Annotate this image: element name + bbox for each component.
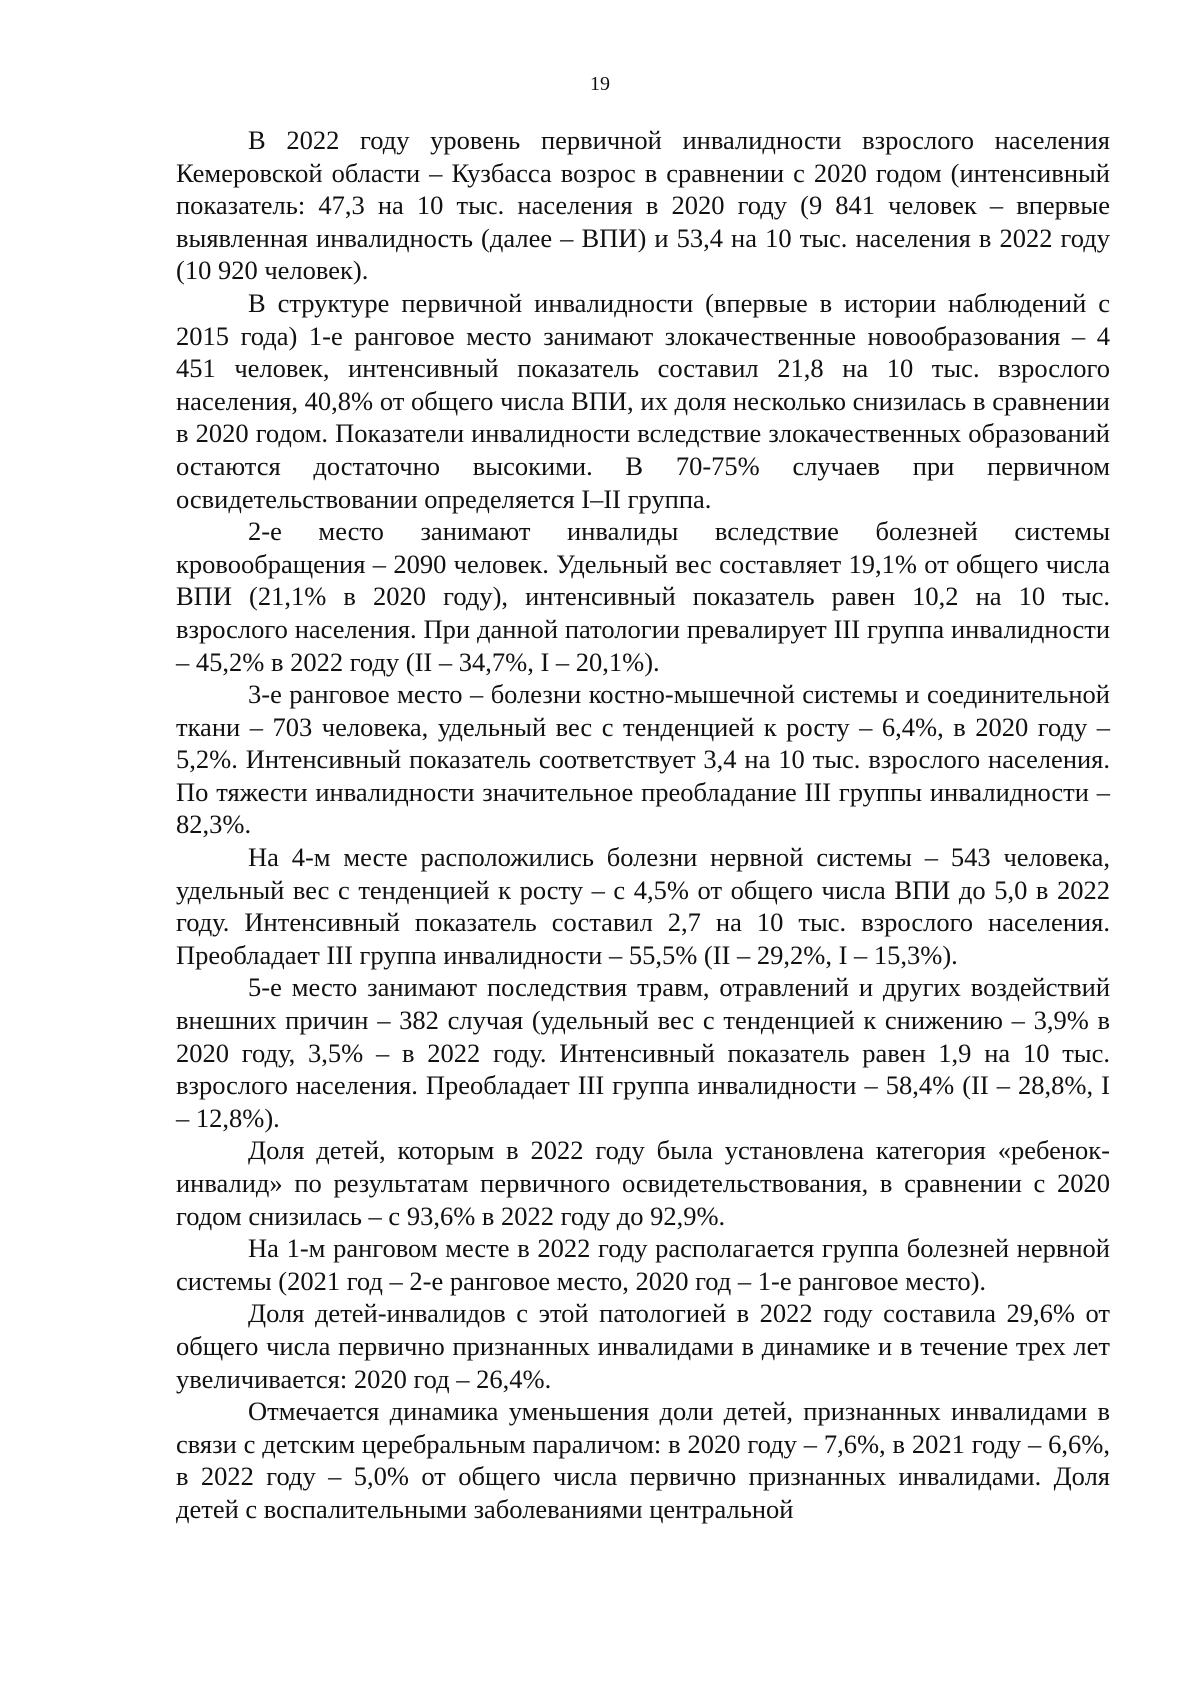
paragraph-children-rank-1: На 1-м ранговом месте в 2022 году располагается группа болезней нервной системы (2021 год – 2-е ранговое место, 2020 год – 1-е ранговое место). [176,1233,1110,1296]
paragraph-children-nervous-share: Доля детей-инвалидов с этой патологией в 2022 году составила 29,6% от общего числа первично признанных инвалидами в динамике и в течение трех лет увеличивается: 2020 год – 26,4%. [176,1298,1110,1394]
paragraph-rank-5-injuries: 5-е место занимают последствия травм, отравлений и других воздействий внешних причин – 382 случая (удельный вес с тенденцией к снижению – 3,9% в 2020 году, 3,5% – в 2022 году. Интенсивный показатель равен 1,9 на 10 тыс. взрослого населения. Преобладает III группа инвалидности – 58,4% (II – 28,8%, I – 12,8%). [176,972,1110,1133]
page-number: 19 [590,73,610,95]
paragraph-rank-2-circulatory-diseases: 2-е место занимают инвалиды вследствие болезней системы кровообращения – 2090 человек. Удельный вес составляет 19,1% от общего числа ВПИ (21,1% в 2020 году), интенсивный показатель равен 10,2 на 10 тыс. взрослого населения. При данной патологии превалирует III группа инвалидности – 45,2% в 2022 году (II – 34,7%, I – 20,1%). [176,516,1110,677]
paragraph-children-disabled-share: Доля детей, которым в 2022 году была установлена категория «ребенок-инвалид» по результатам первичного освидетельствования, в сравнении с 2020 годом снизилась – с 93,6% в 2022 году до 92,9%. [176,1135,1110,1231]
paragraph-rank-1-malignant-neoplasms: В структуре первичной инвалидности (впервые в истории наблюдений с 2015 года) 1-е ранговое место занимают злокачественные новообразования – 4 451 человек, интенсивный показатель составил 21,8 на 10 тыс. взрослого населения, 40,8% от общего числа ВПИ, их доля несколько снизилась в сравнении в 2020 годом. Показатели инвалидности вследствие злокачественных образований остаются достаточно высокими. В 70-75% случаев при первичном освидетельствовании определяется I–II группа. [176,287,1110,514]
document-body [176,124,1110,1526]
paragraph-primary-disability-level: В 2022 году уровень первичной инвалидности взрослого населения Кемеровской области – Кузбасса возрос в сравнении с 2020 годом (интенсивный показатель: 47,3 на 10 тыс. населения в 2020 году (9 841 человек – впервые выявленная инвалидность (далее – ВПИ) и 53,4 на 10 тыс. населения в 2022 году (10 920 человек). [176,125,1110,286]
paragraph-cerebral-palsy-dynamics: Отмечается динамика уменьшения доли детей, признанных инвалидами в связи с детским церебральным параличом: в 2020 году – 7,6%, в 2021 году – 6,6%, в 2022 году – 5,0% от общего числа первично признанных инвалидами. Доля детей с воспалительными заболеваниями центральной [176,1396,1110,1524]
paragraph-rank-3-musculoskeletal: 3-е ранговое место – болезни костно-мышечной системы и соединительной ткани – 703 человека, удельный вес с тенденцией к росту – 6,4%, в 2020 году – 5,2%. Интенсивный показатель соответствует 3,4 на 10 тыс. взрослого населения. По тяжести инвалидности значительное преобладание III группы инвалидности – 82,3%. [176,679,1110,840]
paragraph-rank-4-nervous-system: На 4-м месте расположились болезни нервной системы – 543 человека, удельный вес с тенденцией к росту – с 4,5% от общего числа ВПИ до 5,0 в 2022 году. Интенсивный показатель составил 2,7 на 10 тыс. взрослого населения. Преобладает III группа инвалидности – 55,5% (II – 29,2%, I – 15,3%). [176,842,1110,970]
